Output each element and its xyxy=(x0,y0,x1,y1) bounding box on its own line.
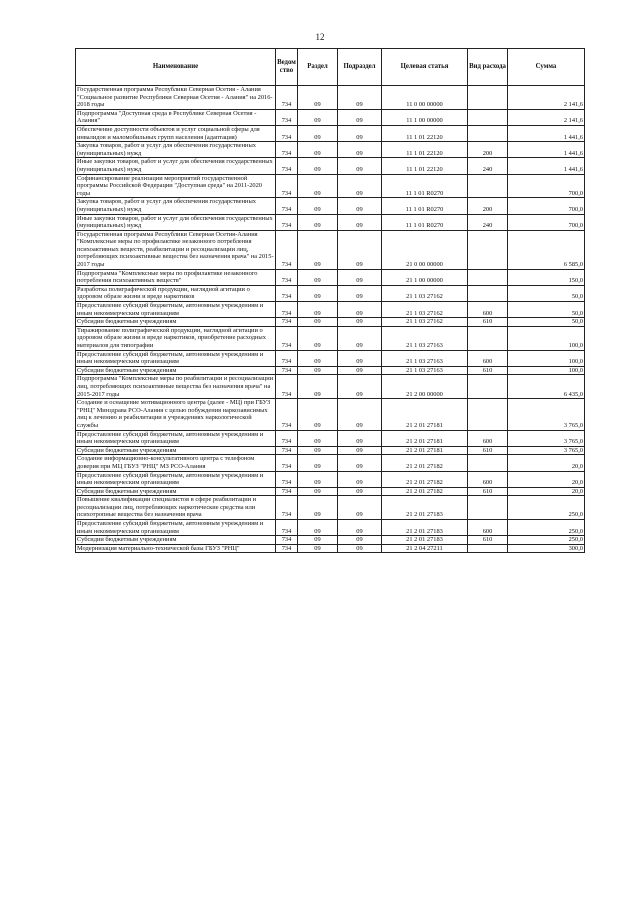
row-name: Повышение квалификации специалистов в сфере реабилитации и ресоциализации лиц, потребляющих наркотические средства или психотропные вещества без назначения врача xyxy=(76,496,276,520)
row-name: Обеспечение доступности объектов и услуг социальной сферы для инвалидов и маломобильных групп населения (адаптация) xyxy=(76,125,276,141)
row-type: 600 xyxy=(468,350,508,366)
table-row xyxy=(76,399,585,430)
table-row xyxy=(76,520,585,536)
table-row xyxy=(76,214,585,230)
row-target: 21 1 03 27163 xyxy=(382,366,468,375)
row-section: 09 xyxy=(298,142,338,158)
row-subsection: 09 xyxy=(338,446,382,455)
row-section: 09 xyxy=(298,269,338,285)
row-amount: 1 441,6 xyxy=(508,125,585,141)
row-type xyxy=(468,230,508,269)
row-type: 200 xyxy=(468,198,508,214)
row-subsection: 09 xyxy=(338,487,382,496)
row-type: 610 xyxy=(468,446,508,455)
row-subsection: 09 xyxy=(338,455,382,471)
row-dept: 734 xyxy=(276,214,298,230)
table-row xyxy=(76,455,585,471)
row-name: Разработка полиграфической продукции, наглядной агитации о здоровом образе жизни и вреде наркотиков xyxy=(76,285,276,301)
row-amount: 50,0 xyxy=(508,302,585,318)
row-dept: 734 xyxy=(276,158,298,174)
table-row xyxy=(76,487,585,496)
row-subsection: 09 xyxy=(338,285,382,301)
row-target: 21 2 00 00000 xyxy=(382,375,468,399)
row-subsection: 09 xyxy=(338,214,382,230)
table-row xyxy=(76,158,585,174)
row-type xyxy=(468,496,508,520)
table-row xyxy=(76,318,585,327)
row-section: 09 xyxy=(298,198,338,214)
row-target: 11 1 01 R0270 xyxy=(382,198,468,214)
row-section: 09 xyxy=(298,302,338,318)
row-section: 09 xyxy=(298,430,338,446)
table-row xyxy=(76,125,585,141)
row-type: 610 xyxy=(468,366,508,375)
table-row xyxy=(76,269,585,285)
row-target: 21 2 01 27183 xyxy=(382,520,468,536)
row-dept: 734 xyxy=(276,109,298,125)
row-dept: 734 xyxy=(276,544,298,553)
row-section: 09 xyxy=(298,174,338,198)
row-amount: 150,0 xyxy=(508,269,585,285)
row-amount: 700,0 xyxy=(508,174,585,198)
row-dept: 734 xyxy=(276,455,298,471)
row-dept: 734 xyxy=(276,142,298,158)
row-type xyxy=(468,269,508,285)
row-subsection: 09 xyxy=(338,269,382,285)
row-subsection: 09 xyxy=(338,399,382,430)
row-dept: 734 xyxy=(276,520,298,536)
row-section: 09 xyxy=(298,536,338,545)
row-dept: 734 xyxy=(276,230,298,269)
table-row xyxy=(76,544,585,553)
row-name: Государственная программа Республики Северная Осетия-Алания "Комплексные меры по профилактике незаконного потребления психоактивных веществ, реабилитации и ресоциализации лиц, потребляющих психоактивные вещества без назначения врача" на 2015-2017 годы xyxy=(77,230,274,269)
row-subsection: 09 xyxy=(338,544,382,553)
row-name: Создание и оснащение мотивационного центра (далее - МЦ) при ГБУЗ "РНЦ" Минздрава РСО-Алания с целью побуждения наркозависимых лиц к лечению и реабилитации в учреждениях наркологической службы xyxy=(76,399,276,430)
row-name: Тиражирование полиграфической продукции, наглядной агитации о здоровом образе жизни и вреде наркотиков, приобретение расходных материалов для типографии xyxy=(76,326,276,350)
row-section: 09 xyxy=(298,455,338,471)
row-name: Иные закупки товаров, работ и услуг для обеспечения государственных (муниципальных) нужд xyxy=(76,158,276,174)
row-section: 09 xyxy=(298,350,338,366)
row-type: 610 xyxy=(468,318,508,327)
table-row xyxy=(76,375,585,399)
row-target: 21 2 04 27211 xyxy=(382,544,468,553)
row-amount: 100,0 xyxy=(508,366,585,375)
row-dept: 734 xyxy=(276,471,298,487)
row-target: 21 1 03 27162 xyxy=(382,302,468,318)
row-subsection: 09 xyxy=(338,536,382,545)
row-target: 21 2 01 27181 xyxy=(382,430,468,446)
row-section: 09 xyxy=(298,496,338,520)
row-target: 21 2 01 27181 xyxy=(382,399,468,430)
row-name: Предоставление субсидий бюджетным, автономным учреждениям и иным некоммерческим организациям xyxy=(76,430,276,446)
row-type xyxy=(468,285,508,301)
row-section: 09 xyxy=(298,109,338,125)
header-name: Наименование xyxy=(76,49,276,86)
header-type: Вид расхода xyxy=(468,49,508,86)
row-dept: 734 xyxy=(276,350,298,366)
row-target: 21 2 01 27181 xyxy=(382,446,468,455)
table-row xyxy=(76,496,585,520)
row-name: Закупка товаров, работ и услуг для обеспечения государственных (муниципальных) нужд xyxy=(76,142,276,158)
row-name: Предоставление субсидий бюджетным, автономным учреждениям и иным некоммерческим организациям xyxy=(76,520,276,536)
row-type: 610 xyxy=(468,487,508,496)
row-target: 11 1 01 R0270 xyxy=(382,174,468,198)
row-type: 240 xyxy=(468,214,508,230)
row-section: 09 xyxy=(298,446,338,455)
row-name: Субсидии бюджетным учреждениям xyxy=(76,446,276,455)
row-target: 21 2 01 27182 xyxy=(382,455,468,471)
row-subsection: 09 xyxy=(338,430,382,446)
row-target: 21 1 00 00000 xyxy=(382,269,468,285)
row-subsection: 09 xyxy=(338,109,382,125)
row-section: 09 xyxy=(298,399,338,430)
row-subsection: 09 xyxy=(338,158,382,174)
row-amount: 3 765,0 xyxy=(508,446,585,455)
row-name: Субсидии бюджетным учреждениям xyxy=(76,487,276,496)
row-section: 09 xyxy=(298,230,338,269)
row-target: 21 2 01 27182 xyxy=(382,471,468,487)
table-row xyxy=(76,536,585,545)
row-type: 240 xyxy=(468,158,508,174)
table-row xyxy=(76,471,585,487)
row-dept: 734 xyxy=(276,430,298,446)
row-amount: 100,0 xyxy=(508,326,585,350)
row-amount: 2 141,6 xyxy=(508,109,585,125)
row-section: 09 xyxy=(298,487,338,496)
row-dept: 734 xyxy=(276,125,298,141)
row-name: Создание информационно-консультативного центра с телефоном доверия при МЦ ГБУЗ "РНЦ" МЗ РСО-Алания xyxy=(76,455,276,471)
row-amount: 6 435,0 xyxy=(508,375,585,399)
row-section: 09 xyxy=(298,318,338,327)
row-section: 09 xyxy=(298,326,338,350)
row-amount: 100,0 xyxy=(508,350,585,366)
row-target: 21 0 00 00000 xyxy=(382,230,468,269)
row-name: Иные закупки товаров, работ и услуг для обеспечения государственных (муниципальных) нужд xyxy=(76,214,276,230)
row-type xyxy=(468,326,508,350)
row-dept: 734 xyxy=(276,285,298,301)
row-section: 09 xyxy=(298,375,338,399)
row-name: Софинансирование реализации мероприятий государственной программы Российской Федерации "Доступная среда" на 2011-2020 годы xyxy=(76,174,276,198)
row-subsection: 09 xyxy=(338,350,382,366)
row-name: Предоставление субсидий бюджетным, автономным учреждениям и иным некоммерческим организациям xyxy=(76,350,276,366)
row-amount: 1 441,6 xyxy=(508,158,585,174)
row-amount: 2 141,6 xyxy=(508,86,585,110)
row-type xyxy=(468,125,508,141)
table-row xyxy=(76,86,585,110)
row-section: 09 xyxy=(298,125,338,141)
row-name: Субсидии бюджетным учреждениям xyxy=(76,536,276,545)
table-row xyxy=(76,198,585,214)
row-amount: 300,0 xyxy=(508,544,585,553)
row-dept: 734 xyxy=(276,302,298,318)
row-type xyxy=(468,86,508,110)
row-name: Субсидии бюджетным учреждениям xyxy=(76,318,276,327)
row-amount: 700,0 xyxy=(508,214,585,230)
row-dept: 734 xyxy=(276,496,298,520)
row-section: 09 xyxy=(298,86,338,110)
row-subsection: 09 xyxy=(338,142,382,158)
table-row xyxy=(76,285,585,301)
row-target: 11 1 01 22120 xyxy=(382,125,468,141)
row-section: 09 xyxy=(298,520,338,536)
row-type: 600 xyxy=(468,471,508,487)
row-section: 09 xyxy=(298,214,338,230)
row-type xyxy=(468,375,508,399)
row-name: Предоставление субсидий бюджетным, автономным учреждениям и иным некоммерческим организациям xyxy=(76,471,276,487)
row-target: 21 2 01 27183 xyxy=(382,536,468,545)
row-section: 09 xyxy=(298,158,338,174)
row-subsection: 09 xyxy=(338,302,382,318)
row-subsection: 09 xyxy=(338,174,382,198)
header-subsection: Подраздел xyxy=(338,49,382,86)
row-target: 21 1 03 27162 xyxy=(382,318,468,327)
row-target: 11 1 01 22120 xyxy=(382,158,468,174)
row-subsection: 09 xyxy=(338,86,382,110)
row-dept: 734 xyxy=(276,375,298,399)
row-type: 600 xyxy=(468,430,508,446)
row-type xyxy=(468,544,508,553)
row-dept: 734 xyxy=(276,487,298,496)
row-type: 200 xyxy=(468,142,508,158)
row-amount: 50,0 xyxy=(508,318,585,327)
row-name: Закупка товаров, работ и услуг для обеспечения государственных (муниципальных) нужд xyxy=(76,198,276,214)
row-subsection: 09 xyxy=(338,198,382,214)
row-dept: 734 xyxy=(276,174,298,198)
row-section: 09 xyxy=(298,471,338,487)
row-name: Подпрограмма "Доступная среда в Республике Северная Осетия - Алания" xyxy=(76,109,276,125)
row-type: 600 xyxy=(468,302,508,318)
table-row xyxy=(76,302,585,318)
row-target: 11 0 00 00000 xyxy=(382,86,468,110)
row-dept: 734 xyxy=(276,318,298,327)
header-dept: Ведом ство xyxy=(276,49,298,86)
header-amount: Сумма xyxy=(508,49,585,86)
row-name: Предоставление субсидий бюджетным, автономным учреждениям и иным некоммерческим организациям xyxy=(76,302,276,318)
row-target: 11 1 00 00000 xyxy=(382,109,468,125)
table-row xyxy=(76,142,585,158)
row-amount: 3 765,0 xyxy=(508,430,585,446)
row-name: Государственная программа Республики Северная Осетия - Алания "Социальное развитие Республики Северная Осетия - Алания" на 2016-2018 годы xyxy=(76,86,276,110)
row-target: 21 1 03 27162 xyxy=(382,285,468,301)
row-subsection: 09 xyxy=(338,326,382,350)
table-row xyxy=(76,430,585,446)
row-name: Подпрограмма "Комплексные меры по реабилитации и ресоциализации лиц, потребляющих психоактивные вещества без назначения врача" на 2015-2017 годы xyxy=(76,375,276,399)
row-subsection: 09 xyxy=(338,471,382,487)
row-dept: 734 xyxy=(276,269,298,285)
row-type xyxy=(468,109,508,125)
row-dept: 734 xyxy=(276,446,298,455)
table-header-row xyxy=(76,49,585,86)
row-amount: 250,0 xyxy=(508,536,585,545)
row-name: Субсидии бюджетным учреждениям xyxy=(76,366,276,375)
row-subsection: 09 xyxy=(338,318,382,327)
row-subsection: 09 xyxy=(338,366,382,375)
row-dept: 734 xyxy=(276,366,298,375)
row-type xyxy=(468,399,508,430)
row-target: 11 1 01 R0270 xyxy=(382,214,468,230)
row-dept: 734 xyxy=(276,86,298,110)
row-dept: 734 xyxy=(276,399,298,430)
row-section: 09 xyxy=(298,366,338,375)
row-amount: 3 765,0 xyxy=(508,399,585,430)
row-subsection: 09 xyxy=(338,230,382,269)
row-subsection: 09 xyxy=(338,496,382,520)
row-amount: 700,0 xyxy=(508,198,585,214)
row-amount: 20,0 xyxy=(508,487,585,496)
row-subsection: 09 xyxy=(338,125,382,141)
row-name: Подпрограмма "Комплексные меры по профилактике незаконного потребления психоактивных веществ" xyxy=(76,269,276,285)
row-subsection: 09 xyxy=(338,520,382,536)
page-number: 12 xyxy=(315,32,325,42)
row-amount: 250,0 xyxy=(508,496,585,520)
row-target: 21 2 01 27182 xyxy=(382,487,468,496)
row-target: 21 2 01 27183 xyxy=(382,496,468,520)
row-amount: 20,0 xyxy=(508,471,585,487)
table-row xyxy=(76,109,585,125)
row-target: 11 1 01 22120 xyxy=(382,142,468,158)
table-row xyxy=(76,350,585,366)
row-amount: 50,0 xyxy=(508,285,585,301)
row-target: 21 1 03 27163 xyxy=(382,350,468,366)
table-row xyxy=(76,230,585,269)
row-dept: 734 xyxy=(276,326,298,350)
header-target: Целевая статья xyxy=(382,49,468,86)
row-amount: 1 441,6 xyxy=(508,142,585,158)
row-name: Модернизация материально-технической базы ГБУЗ "РНЦ" xyxy=(76,544,276,553)
header-section: Раздел xyxy=(298,49,338,86)
row-subsection: 09 xyxy=(338,375,382,399)
row-type xyxy=(468,455,508,471)
row-dept: 734 xyxy=(276,198,298,214)
row-amount: 6 585,0 xyxy=(508,230,585,269)
row-section: 09 xyxy=(298,285,338,301)
table-row xyxy=(76,366,585,375)
table-row xyxy=(76,326,585,350)
table-row xyxy=(76,446,585,455)
row-section: 09 xyxy=(298,544,338,553)
row-type: 600 xyxy=(468,520,508,536)
budget-table xyxy=(75,48,585,553)
row-amount: 20,0 xyxy=(508,455,585,471)
row-amount: 250,0 xyxy=(508,520,585,536)
row-type: 610 xyxy=(468,536,508,545)
row-type xyxy=(468,174,508,198)
row-dept: 734 xyxy=(276,536,298,545)
row-target: 21 1 03 27163 xyxy=(382,326,468,350)
table-row xyxy=(76,174,585,198)
